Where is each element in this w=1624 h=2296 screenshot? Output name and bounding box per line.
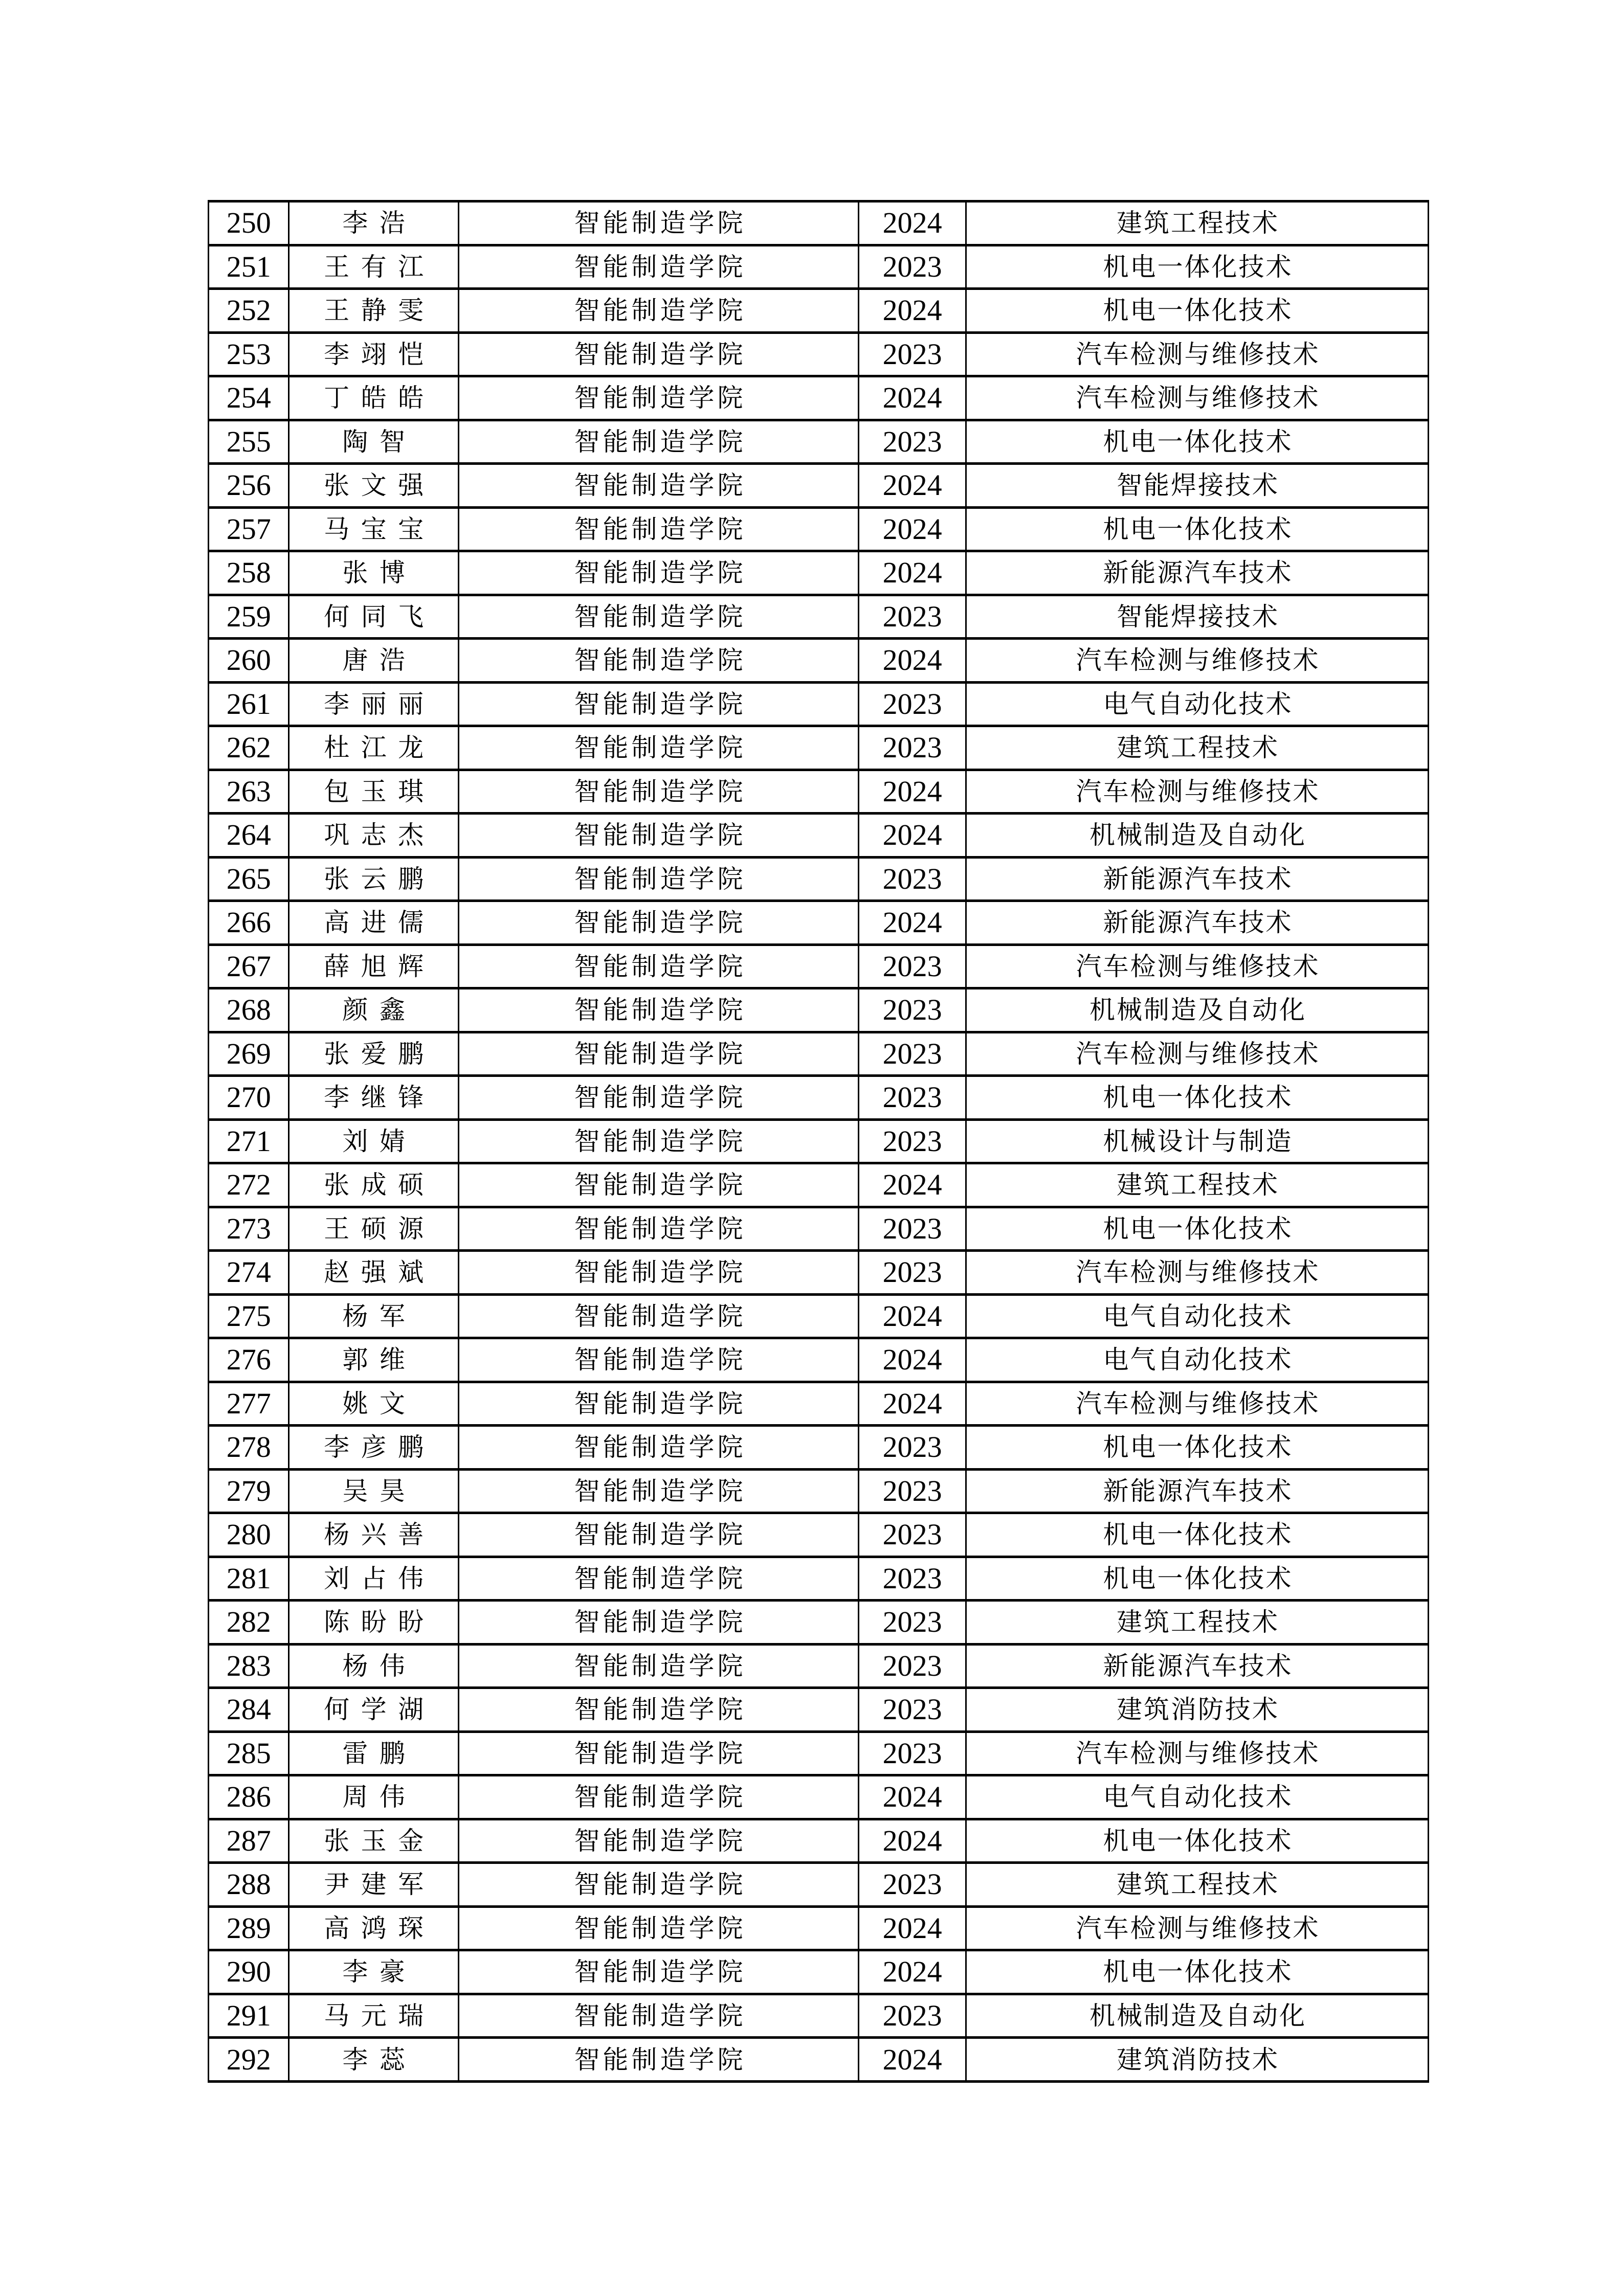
row-number: 274 bbox=[209, 1251, 289, 1295]
major: 建筑工程技术 bbox=[966, 726, 1429, 770]
student-name: 刘婧 bbox=[289, 1119, 459, 1163]
table-row bbox=[209, 1469, 1429, 1513]
row-number: 256 bbox=[209, 464, 289, 508]
table-row bbox=[209, 1076, 1429, 1120]
college: 智能制造学院 bbox=[458, 1119, 858, 1163]
row-number: 284 bbox=[209, 1688, 289, 1732]
college: 智能制造学院 bbox=[458, 682, 858, 726]
student-name: 马元瑞 bbox=[289, 1994, 459, 2038]
major: 新能源汽车技术 bbox=[966, 551, 1429, 595]
student-name: 马宝宝 bbox=[289, 507, 459, 551]
student-name: 李豪 bbox=[289, 1950, 459, 1994]
college: 智能制造学院 bbox=[458, 944, 858, 988]
student-name: 何学湖 bbox=[289, 1688, 459, 1732]
row-number: 254 bbox=[209, 376, 289, 420]
grade-year: 2023 bbox=[859, 1251, 966, 1295]
row-number: 286 bbox=[209, 1775, 289, 1819]
college: 智能制造学院 bbox=[458, 1731, 858, 1775]
row-number: 260 bbox=[209, 639, 289, 683]
table-row bbox=[209, 1775, 1429, 1819]
college: 智能制造学院 bbox=[458, 770, 858, 814]
student-name: 杨兴善 bbox=[289, 1513, 459, 1557]
row-number: 269 bbox=[209, 1032, 289, 1076]
row-number: 255 bbox=[209, 420, 289, 464]
table-row bbox=[209, 1338, 1429, 1382]
student-name: 赵强斌 bbox=[289, 1251, 459, 1295]
grade-year: 2024 bbox=[859, 639, 966, 683]
row-number: 266 bbox=[209, 901, 289, 945]
major: 机电一体化技术 bbox=[966, 420, 1429, 464]
table-row bbox=[209, 988, 1429, 1032]
row-number: 264 bbox=[209, 814, 289, 858]
table-row bbox=[209, 2038, 1429, 2082]
table-row bbox=[209, 1119, 1429, 1163]
table-row bbox=[209, 726, 1429, 770]
student-name: 高鸿琛 bbox=[289, 1906, 459, 1950]
college: 智能制造学院 bbox=[458, 289, 858, 333]
college: 智能制造学院 bbox=[458, 420, 858, 464]
college: 智能制造学院 bbox=[458, 245, 858, 289]
major: 建筑工程技术 bbox=[966, 1601, 1429, 1645]
major: 建筑工程技术 bbox=[966, 1863, 1429, 1907]
table-row bbox=[209, 770, 1429, 814]
table-row bbox=[209, 551, 1429, 595]
grade-year: 2023 bbox=[859, 1731, 966, 1775]
student-name: 张玉金 bbox=[289, 1819, 459, 1863]
row-number: 282 bbox=[209, 1601, 289, 1645]
table-row bbox=[209, 201, 1429, 245]
student-name: 杨军 bbox=[289, 1294, 459, 1338]
student-name: 王有江 bbox=[289, 245, 459, 289]
student-name: 张成硕 bbox=[289, 1163, 459, 1207]
major: 新能源汽车技术 bbox=[966, 857, 1429, 901]
grade-year: 2023 bbox=[859, 1513, 966, 1557]
college: 智能制造学院 bbox=[458, 814, 858, 858]
grade-year: 2023 bbox=[859, 1601, 966, 1645]
grade-year: 2024 bbox=[859, 1906, 966, 1950]
row-number: 281 bbox=[209, 1557, 289, 1601]
table-row bbox=[209, 1294, 1429, 1338]
table-row bbox=[209, 1994, 1429, 2038]
college: 智能制造学院 bbox=[458, 201, 858, 245]
row-number: 251 bbox=[209, 245, 289, 289]
table-row bbox=[209, 1688, 1429, 1732]
grade-year: 2023 bbox=[859, 944, 966, 988]
grade-year: 2023 bbox=[859, 1557, 966, 1601]
table-row bbox=[209, 1863, 1429, 1907]
grade-year: 2023 bbox=[859, 726, 966, 770]
college: 智能制造学院 bbox=[458, 1207, 858, 1251]
roster-table bbox=[208, 200, 1429, 2083]
grade-year: 2024 bbox=[859, 201, 966, 245]
student-name: 李丽丽 bbox=[289, 682, 459, 726]
grade-year: 2023 bbox=[859, 1644, 966, 1688]
grade-year: 2023 bbox=[859, 1076, 966, 1120]
major: 汽车检测与维修技术 bbox=[966, 376, 1429, 420]
major: 电气自动化技术 bbox=[966, 1338, 1429, 1382]
college: 智能制造学院 bbox=[458, 1294, 858, 1338]
row-number: 285 bbox=[209, 1731, 289, 1775]
college: 智能制造学院 bbox=[458, 1863, 858, 1907]
row-number: 263 bbox=[209, 770, 289, 814]
student-name: 张云鹏 bbox=[289, 857, 459, 901]
student-name: 姚文 bbox=[289, 1382, 459, 1426]
table-row bbox=[209, 1426, 1429, 1470]
major: 汽车检测与维修技术 bbox=[966, 1382, 1429, 1426]
table-row bbox=[209, 1251, 1429, 1295]
grade-year: 2023 bbox=[859, 1426, 966, 1470]
grade-year: 2024 bbox=[859, 1338, 966, 1382]
major: 机电一体化技术 bbox=[966, 1950, 1429, 1994]
student-name: 郭维 bbox=[289, 1338, 459, 1382]
student-name: 薛旭辉 bbox=[289, 944, 459, 988]
table-row bbox=[209, 1557, 1429, 1601]
student-name: 雷鹏 bbox=[289, 1731, 459, 1775]
table-row bbox=[209, 1382, 1429, 1426]
college: 智能制造学院 bbox=[458, 639, 858, 683]
major: 汽车检测与维修技术 bbox=[966, 639, 1429, 683]
major: 汽车检测与维修技术 bbox=[966, 332, 1429, 376]
grade-year: 2024 bbox=[859, 770, 966, 814]
student-name: 张文强 bbox=[289, 464, 459, 508]
table-row bbox=[209, 332, 1429, 376]
row-number: 289 bbox=[209, 1906, 289, 1950]
major: 机电一体化技术 bbox=[966, 1557, 1429, 1601]
college: 智能制造学院 bbox=[458, 1994, 858, 2038]
major: 汽车检测与维修技术 bbox=[966, 1032, 1429, 1076]
student-name: 何同飞 bbox=[289, 595, 459, 639]
table-row bbox=[209, 1032, 1429, 1076]
major: 建筑消防技术 bbox=[966, 2038, 1429, 2082]
grade-year: 2023 bbox=[859, 420, 966, 464]
college: 智能制造学院 bbox=[458, 1601, 858, 1645]
row-number: 271 bbox=[209, 1119, 289, 1163]
grade-year: 2024 bbox=[859, 1163, 966, 1207]
college: 智能制造学院 bbox=[458, 1513, 858, 1557]
table-row bbox=[209, 682, 1429, 726]
major: 机电一体化技术 bbox=[966, 1819, 1429, 1863]
grade-year: 2023 bbox=[859, 245, 966, 289]
major: 机电一体化技术 bbox=[966, 1426, 1429, 1470]
college: 智能制造学院 bbox=[458, 2038, 858, 2082]
student-name: 刘占伟 bbox=[289, 1557, 459, 1601]
table-row bbox=[209, 507, 1429, 551]
college: 智能制造学院 bbox=[458, 1382, 858, 1426]
table-row bbox=[209, 1163, 1429, 1207]
major: 机械制造及自动化 bbox=[966, 814, 1429, 858]
grade-year: 2023 bbox=[859, 1119, 966, 1163]
grade-year: 2023 bbox=[859, 332, 966, 376]
row-number: 267 bbox=[209, 944, 289, 988]
row-number: 273 bbox=[209, 1207, 289, 1251]
row-number: 277 bbox=[209, 1382, 289, 1426]
grade-year: 2023 bbox=[859, 682, 966, 726]
major: 机械制造及自动化 bbox=[966, 1994, 1429, 2038]
major: 建筑工程技术 bbox=[966, 1163, 1429, 1207]
student-name: 李继锋 bbox=[289, 1076, 459, 1120]
row-number: 288 bbox=[209, 1863, 289, 1907]
major: 汽车检测与维修技术 bbox=[966, 944, 1429, 988]
row-number: 261 bbox=[209, 682, 289, 726]
major: 新能源汽车技术 bbox=[966, 1469, 1429, 1513]
college: 智能制造学院 bbox=[458, 1819, 858, 1863]
grade-year: 2024 bbox=[859, 507, 966, 551]
table-row bbox=[209, 901, 1429, 945]
student-name: 李蕊 bbox=[289, 2038, 459, 2082]
student-name: 李浩 bbox=[289, 201, 459, 245]
student-name: 巩志杰 bbox=[289, 814, 459, 858]
major: 汽车检测与维修技术 bbox=[966, 1251, 1429, 1295]
table-row bbox=[209, 376, 1429, 420]
major: 汽车检测与维修技术 bbox=[966, 1731, 1429, 1775]
grade-year: 2023 bbox=[859, 595, 966, 639]
row-number: 283 bbox=[209, 1644, 289, 1688]
major: 机械设计与制造 bbox=[966, 1119, 1429, 1163]
table-row bbox=[209, 595, 1429, 639]
college: 智能制造学院 bbox=[458, 988, 858, 1032]
grade-year: 2024 bbox=[859, 1950, 966, 1994]
row-number: 257 bbox=[209, 507, 289, 551]
college: 智能制造学院 bbox=[458, 901, 858, 945]
student-name: 陈盼盼 bbox=[289, 1601, 459, 1645]
table-row bbox=[209, 1731, 1429, 1775]
row-number: 275 bbox=[209, 1294, 289, 1338]
student-roster-table bbox=[208, 200, 1429, 2083]
major: 机电一体化技术 bbox=[966, 1076, 1429, 1120]
major: 机械制造及自动化 bbox=[966, 988, 1429, 1032]
major: 机电一体化技术 bbox=[966, 507, 1429, 551]
row-number: 272 bbox=[209, 1163, 289, 1207]
row-number: 270 bbox=[209, 1076, 289, 1120]
grade-year: 2024 bbox=[859, 1294, 966, 1338]
student-name: 周伟 bbox=[289, 1775, 459, 1819]
major: 汽车检测与维修技术 bbox=[966, 770, 1429, 814]
student-name: 吴昊 bbox=[289, 1469, 459, 1513]
college: 智能制造学院 bbox=[458, 1251, 858, 1295]
college: 智能制造学院 bbox=[458, 1950, 858, 1994]
college: 智能制造学院 bbox=[458, 1688, 858, 1732]
college: 智能制造学院 bbox=[458, 507, 858, 551]
student-name: 尹建军 bbox=[289, 1863, 459, 1907]
table-row bbox=[209, 464, 1429, 508]
grade-year: 2024 bbox=[859, 901, 966, 945]
grade-year: 2023 bbox=[859, 1207, 966, 1251]
table-row bbox=[209, 944, 1429, 988]
grade-year: 2023 bbox=[859, 1688, 966, 1732]
college: 智能制造学院 bbox=[458, 595, 858, 639]
college: 智能制造学院 bbox=[458, 376, 858, 420]
college: 智能制造学院 bbox=[458, 464, 858, 508]
table-row bbox=[209, 1513, 1429, 1557]
major: 建筑工程技术 bbox=[966, 201, 1429, 245]
table-row bbox=[209, 1207, 1429, 1251]
student-name: 高进儒 bbox=[289, 901, 459, 945]
table-row bbox=[209, 420, 1429, 464]
table-row bbox=[209, 289, 1429, 333]
grade-year: 2023 bbox=[859, 857, 966, 901]
student-name: 张爱鹏 bbox=[289, 1032, 459, 1076]
table-row bbox=[209, 639, 1429, 683]
row-number: 265 bbox=[209, 857, 289, 901]
row-number: 262 bbox=[209, 726, 289, 770]
college: 智能制造学院 bbox=[458, 1775, 858, 1819]
student-name: 丁皓皓 bbox=[289, 376, 459, 420]
table-row bbox=[209, 1950, 1429, 1994]
grade-year: 2023 bbox=[859, 1469, 966, 1513]
student-name: 颜鑫 bbox=[289, 988, 459, 1032]
row-number: 287 bbox=[209, 1819, 289, 1863]
major: 汽车检测与维修技术 bbox=[966, 1906, 1429, 1950]
grade-year: 2024 bbox=[859, 814, 966, 858]
table-row bbox=[209, 245, 1429, 289]
major: 机电一体化技术 bbox=[966, 1207, 1429, 1251]
college: 智能制造学院 bbox=[458, 551, 858, 595]
college: 智能制造学院 bbox=[458, 1469, 858, 1513]
student-name: 李翊恺 bbox=[289, 332, 459, 376]
row-number: 259 bbox=[209, 595, 289, 639]
grade-year: 2023 bbox=[859, 988, 966, 1032]
table-row bbox=[209, 1906, 1429, 1950]
college: 智能制造学院 bbox=[458, 1338, 858, 1382]
grade-year: 2023 bbox=[859, 1032, 966, 1076]
major: 机电一体化技术 bbox=[966, 245, 1429, 289]
student-name: 李彦鹏 bbox=[289, 1426, 459, 1470]
table-row bbox=[209, 1819, 1429, 1863]
grade-year: 2023 bbox=[859, 1994, 966, 2038]
student-name: 唐浩 bbox=[289, 639, 459, 683]
row-number: 250 bbox=[209, 201, 289, 245]
table-row bbox=[209, 814, 1429, 858]
major: 智能焊接技术 bbox=[966, 464, 1429, 508]
grade-year: 2024 bbox=[859, 1775, 966, 1819]
student-name: 张博 bbox=[289, 551, 459, 595]
college: 智能制造学院 bbox=[458, 332, 858, 376]
student-name: 杨伟 bbox=[289, 1644, 459, 1688]
college: 智能制造学院 bbox=[458, 1557, 858, 1601]
major: 建筑消防技术 bbox=[966, 1688, 1429, 1732]
student-name: 杜江龙 bbox=[289, 726, 459, 770]
row-number: 268 bbox=[209, 988, 289, 1032]
college: 智能制造学院 bbox=[458, 1163, 858, 1207]
major: 电气自动化技术 bbox=[966, 1775, 1429, 1819]
row-number: 290 bbox=[209, 1950, 289, 1994]
table-row bbox=[209, 857, 1429, 901]
college: 智能制造学院 bbox=[458, 726, 858, 770]
grade-year: 2024 bbox=[859, 289, 966, 333]
major: 新能源汽车技术 bbox=[966, 1644, 1429, 1688]
college: 智能制造学院 bbox=[458, 1076, 858, 1120]
student-name: 陶智 bbox=[289, 420, 459, 464]
college: 智能制造学院 bbox=[458, 1032, 858, 1076]
table-row bbox=[209, 1601, 1429, 1645]
grade-year: 2024 bbox=[859, 551, 966, 595]
row-number: 280 bbox=[209, 1513, 289, 1557]
student-name: 包玉琪 bbox=[289, 770, 459, 814]
grade-year: 2024 bbox=[859, 2038, 966, 2082]
row-number: 279 bbox=[209, 1469, 289, 1513]
row-number: 278 bbox=[209, 1426, 289, 1470]
college: 智能制造学院 bbox=[458, 1426, 858, 1470]
grade-year: 2023 bbox=[859, 1863, 966, 1907]
college: 智能制造学院 bbox=[458, 1906, 858, 1950]
row-number: 276 bbox=[209, 1338, 289, 1382]
row-number: 258 bbox=[209, 551, 289, 595]
grade-year: 2024 bbox=[859, 464, 966, 508]
grade-year: 2024 bbox=[859, 1382, 966, 1426]
table-row bbox=[209, 1644, 1429, 1688]
major: 智能焊接技术 bbox=[966, 595, 1429, 639]
grade-year: 2024 bbox=[859, 376, 966, 420]
row-number: 292 bbox=[209, 2038, 289, 2082]
row-number: 252 bbox=[209, 289, 289, 333]
student-name: 王静雯 bbox=[289, 289, 459, 333]
student-table-body bbox=[209, 201, 1429, 2082]
major: 机电一体化技术 bbox=[966, 289, 1429, 333]
row-number: 291 bbox=[209, 1994, 289, 2038]
major: 电气自动化技术 bbox=[966, 1294, 1429, 1338]
major: 电气自动化技术 bbox=[966, 682, 1429, 726]
major: 新能源汽车技术 bbox=[966, 901, 1429, 945]
major: 机电一体化技术 bbox=[966, 1513, 1429, 1557]
student-name: 王硕源 bbox=[289, 1207, 459, 1251]
row-number: 253 bbox=[209, 332, 289, 376]
college: 智能制造学院 bbox=[458, 1644, 858, 1688]
grade-year: 2024 bbox=[859, 1819, 966, 1863]
college: 智能制造学院 bbox=[458, 857, 858, 901]
